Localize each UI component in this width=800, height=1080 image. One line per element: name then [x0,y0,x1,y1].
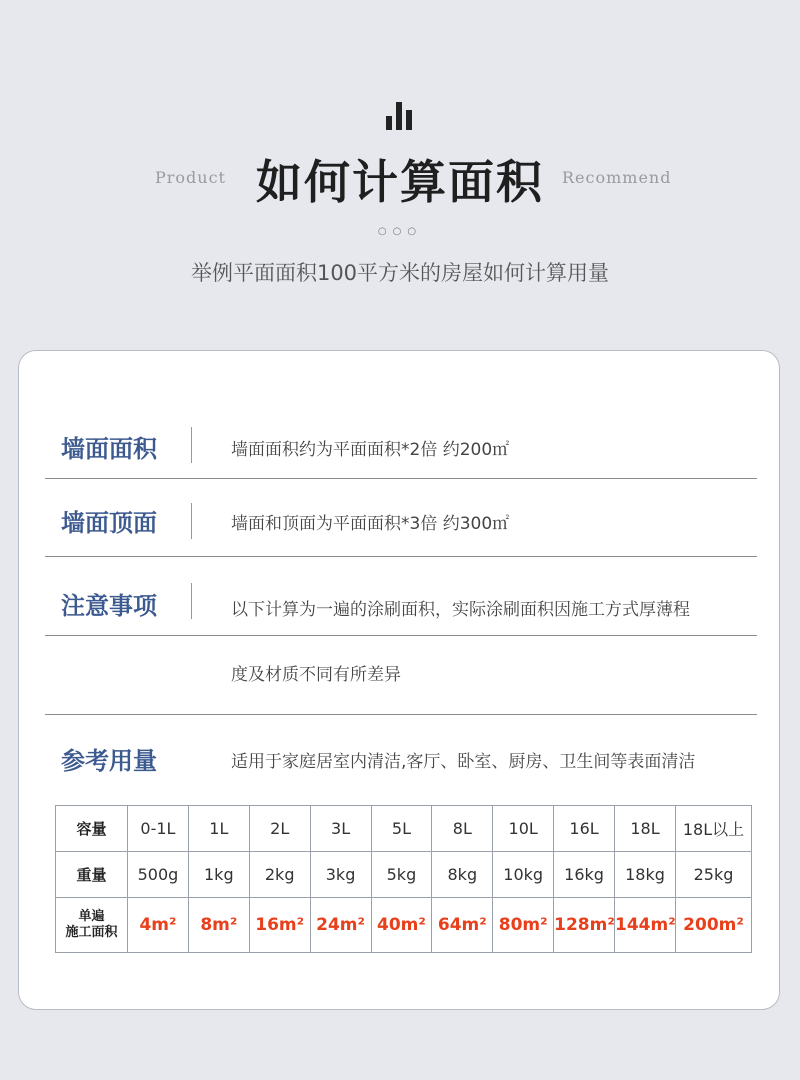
table-cell: 8kg [432,852,493,898]
table-cell: 4m² [128,898,189,953]
table-cell: 2L [249,806,310,852]
table-cell: 16L [554,806,615,852]
table-cell: 25kg [676,852,752,898]
table-cell: 8m² [188,898,249,953]
row-divider [191,427,192,463]
table-cell: 16kg [554,852,615,898]
row-label-wall-area: 墙面面积 [61,435,157,463]
right-decor-word: Recommend [562,168,672,187]
info-card [18,350,780,1010]
table-cell: 3kg [310,852,371,898]
table-cell: 500g [128,852,189,898]
table-cell: 80m² [493,898,554,953]
table-cell: 5L [371,806,432,852]
row-divider [191,503,192,539]
row-text-notes: 以下计算为一遍的涂刷面积，实际涂刷面积因施工方式厚薄程 [231,600,690,620]
table-cell: 1L [188,806,249,852]
table-cell: 10kg [493,852,554,898]
table-cell: 18L [615,806,676,852]
row-text-wall-ceiling: 墙面和顶面为平面面积*3倍 约300㎡ [231,514,510,534]
table-cell: 0-1L [128,806,189,852]
table-cell: 10L [493,806,554,852]
table-row-capacity [56,806,752,852]
table-cell: 24m² [310,898,371,953]
row-separator [45,478,757,479]
row-divider [191,583,192,619]
table-cell: 3L [310,806,371,852]
page-title: 如何计算面积 [256,155,544,209]
table-cell: 40m² [371,898,432,953]
capacity-header: 容量 [56,806,128,852]
left-decor-word: Product [155,168,226,187]
row-label-wall-ceiling: 墙面顶面 [61,509,157,537]
header-section [0,0,800,340]
table-cell: 200m² [676,898,752,953]
table-cell: 5kg [371,852,432,898]
table-cell: 1kg [188,852,249,898]
table-row-area [56,898,752,953]
row-label-notes: 注意事项 [61,592,157,620]
row-label-reference-usage: 参考用量 [61,747,157,775]
table-cell: 64m² [432,898,493,953]
table-cell: 2kg [249,852,310,898]
table-cell: 144m² [615,898,676,953]
row-separator [45,556,757,557]
area-header-line2: 施工面积 [65,925,118,940]
usage-table [55,805,752,953]
table-cell: 16m² [249,898,310,953]
area-header [56,898,128,953]
row-separator [45,714,757,715]
table-cell: 8L [432,806,493,852]
area-header-line1: 单遍 [78,909,105,924]
weight-header: 重量 [56,852,128,898]
row-text-reference-usage: 适用于家庭居室内清洁,客厅、卧室、厨房、卫生间等表面清洁 [231,752,696,772]
page-subtitle: 举例平面面积100平方米的房屋如何计算用量 [190,261,610,285]
table-cell: 18kg [615,852,676,898]
row-separator [45,635,757,636]
table-cell: 128m² [554,898,615,953]
table-cell: 18L以上 [676,806,752,852]
row-text-wall-area: 墙面面积约为平面面积*2倍 约200㎡ [231,440,510,460]
dots-divider: ○○○ [377,226,423,237]
bar-chart-icon [386,100,416,130]
table-row-weight [56,852,752,898]
row-text-notes-continued: 度及材质不同有所差异 [231,665,401,685]
